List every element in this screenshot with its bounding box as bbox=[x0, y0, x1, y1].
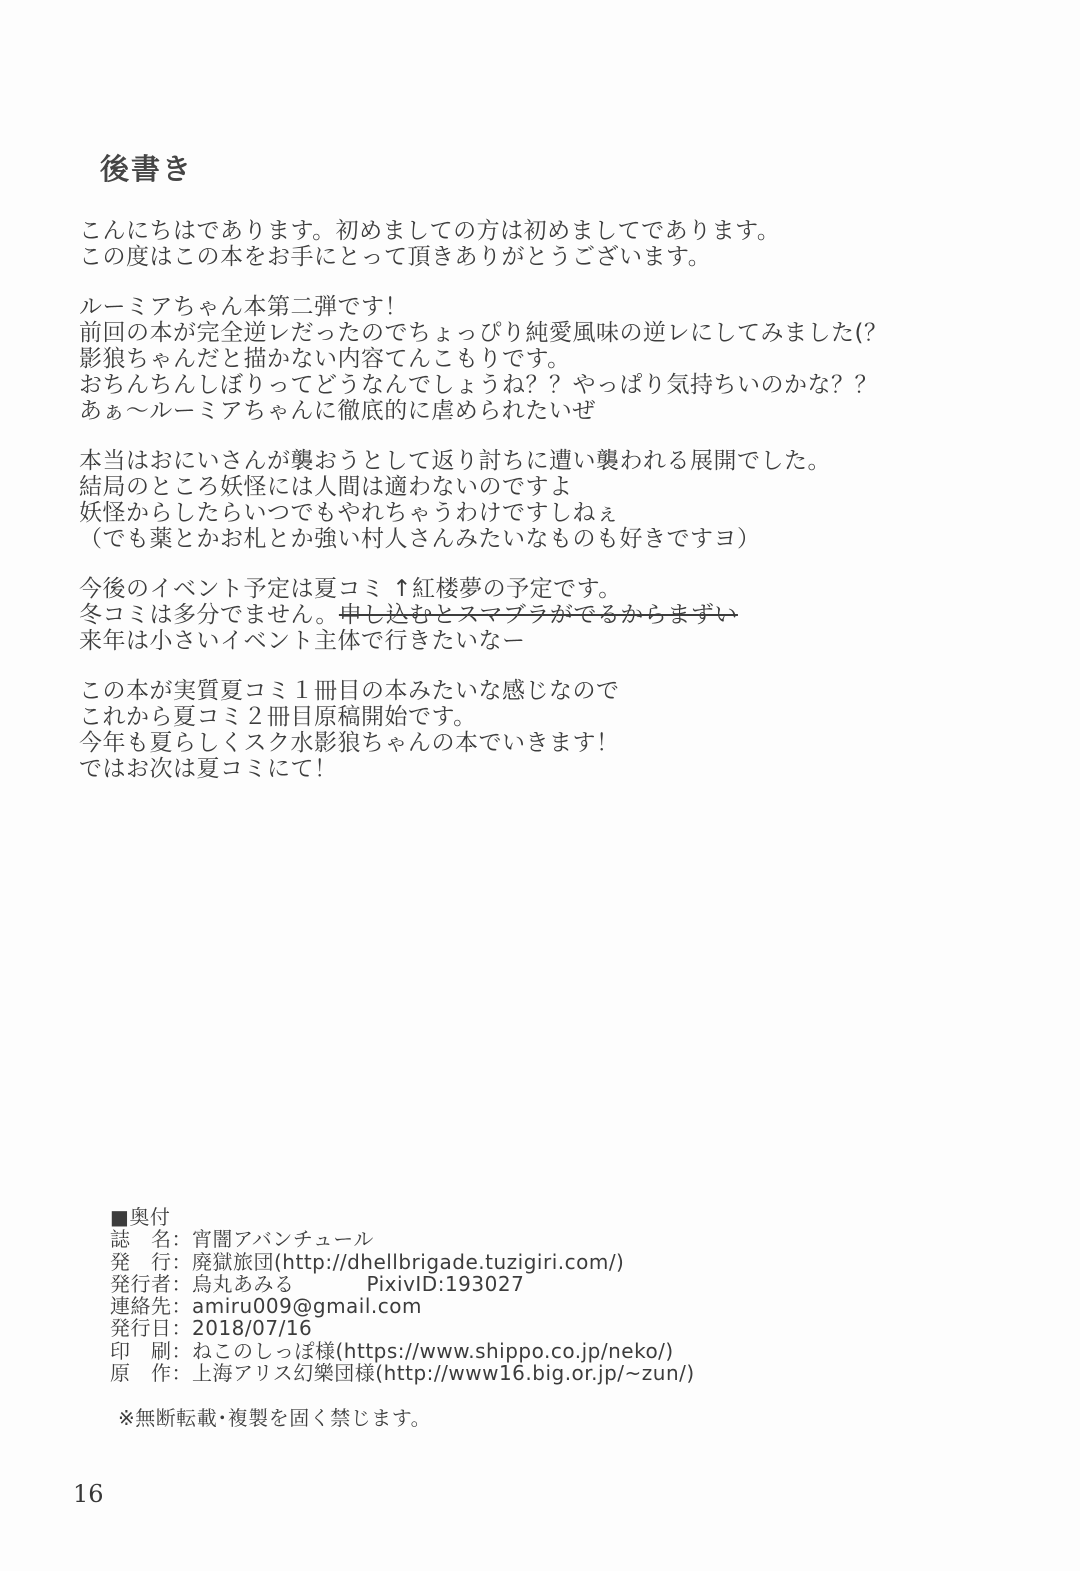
colophon-row-author bbox=[110, 1273, 695, 1295]
colophon-row-contact bbox=[110, 1295, 695, 1317]
colophon-value: ねこのしっぽ様(https://www.shippo.co.jp/neko/) bbox=[192, 1338, 674, 1363]
colophon-value: 上海アリス幻樂団様(http://www16.big.or.jp/~zun/) bbox=[192, 1361, 695, 1386]
afterword-paragraph-next-book bbox=[79, 678, 1009, 782]
text-line: この度はこの本をお手にとって頂きありがとうございます。 bbox=[79, 244, 712, 270]
colophon-row-publish-date bbox=[110, 1317, 695, 1339]
text-line: 前回の本が完全逆レだったのでちょっぴり純愛風味の逆レにしてみました(？ bbox=[79, 320, 888, 346]
pixiv-id: PixivID:193027 bbox=[366, 1271, 525, 1296]
colophon-value: 宵闇アバンチュール bbox=[192, 1227, 374, 1252]
colophon-value: amiru009@gmail.com bbox=[192, 1294, 422, 1319]
text-line: おちんちんしぼりってどうなんでしょうね？？やっぱり気持ちいのかな？？ bbox=[79, 372, 878, 398]
text-line bbox=[79, 602, 1009, 628]
page-number: 16 bbox=[73, 1480, 104, 1508]
text-line: 影狼ちゃんだと描かない内容てんこもりです。 bbox=[79, 346, 571, 372]
colophon-label: 印 刷： bbox=[110, 1338, 192, 1363]
text-line: これから夏コミ２冊目原稿開始です。 bbox=[79, 704, 477, 730]
text-line: あぁ～ルーミアちゃんに徹底的に虐められたいぜ bbox=[79, 398, 596, 424]
afterword-heading: 後書き bbox=[100, 152, 194, 186]
colophon-label: 連絡先： bbox=[110, 1294, 192, 1319]
text-line: ではお次は夏コミにて！ bbox=[79, 756, 338, 782]
text-line: 本当はおにいさんが襲おうとして返り討ちに遭い襲われる展開でした。 bbox=[79, 448, 831, 474]
colophon-value: 2018/07/16 bbox=[192, 1316, 313, 1341]
text-line: 結局のところ妖怪には人間は適わないのですよ bbox=[79, 474, 573, 500]
colophon-section bbox=[110, 1206, 695, 1430]
colophon-label: 誌 名： bbox=[110, 1227, 192, 1252]
text-line: 今年も夏らしくスク水影狼ちゃんの本でいきます！ bbox=[79, 730, 620, 756]
text-line: （でも薬とかお札とか強い村人さんみたいなものも好きですヨ） bbox=[79, 526, 761, 552]
colophon-value: 廃獄旅団(http://dhellbrigade.tuzigiri.com/) bbox=[192, 1249, 625, 1274]
text-line: ルーミアちゃん本第二弾です！ bbox=[79, 294, 408, 320]
text-line: 来年は小さいイベント主体で行きたいなー bbox=[79, 628, 526, 654]
text-segment: 冬コミは多分でません。 bbox=[79, 602, 339, 628]
colophon-row-publisher-circle bbox=[110, 1251, 695, 1273]
colophon-label: 発行者： bbox=[110, 1271, 192, 1296]
colophon-label: 発行日： bbox=[110, 1316, 192, 1341]
afterword-section bbox=[79, 147, 1009, 782]
colophon-heading: ■奥付 bbox=[110, 1205, 171, 1229]
colophon-value: 烏丸あみる bbox=[192, 1271, 295, 1296]
colophon-row-printer bbox=[110, 1340, 695, 1362]
strikethrough-text: 申し込むとスマブラがでるからまずい bbox=[338, 602, 738, 628]
text-line: 妖怪からしたらいつでもやれちゃうわけですしねぇ bbox=[79, 500, 620, 526]
afterword-paragraph-greeting bbox=[79, 218, 1009, 270]
colophon-row-original-work bbox=[110, 1362, 695, 1384]
text-line: 今後のイベント予定は夏コミ ↑紅楼夢の予定です。 bbox=[79, 576, 622, 602]
afterword-paragraph-story-notes bbox=[79, 448, 1009, 552]
afterword-paragraph-event-plans bbox=[79, 576, 1009, 654]
copyright-notice: ※無断転載･複製を固く禁じます。 bbox=[118, 1406, 432, 1431]
text-line: こんにちはであります。初めましての方は初めましてであります。 bbox=[79, 218, 781, 244]
colophon-label: 発 行： bbox=[110, 1249, 192, 1274]
colophon-label: 原 作： bbox=[110, 1361, 192, 1386]
afterword-paragraph-book-intro bbox=[79, 294, 1009, 424]
text-line: この本が実質夏コミ１冊目の本みたいな感じなので bbox=[79, 678, 620, 704]
colophon-row-title bbox=[110, 1228, 695, 1250]
